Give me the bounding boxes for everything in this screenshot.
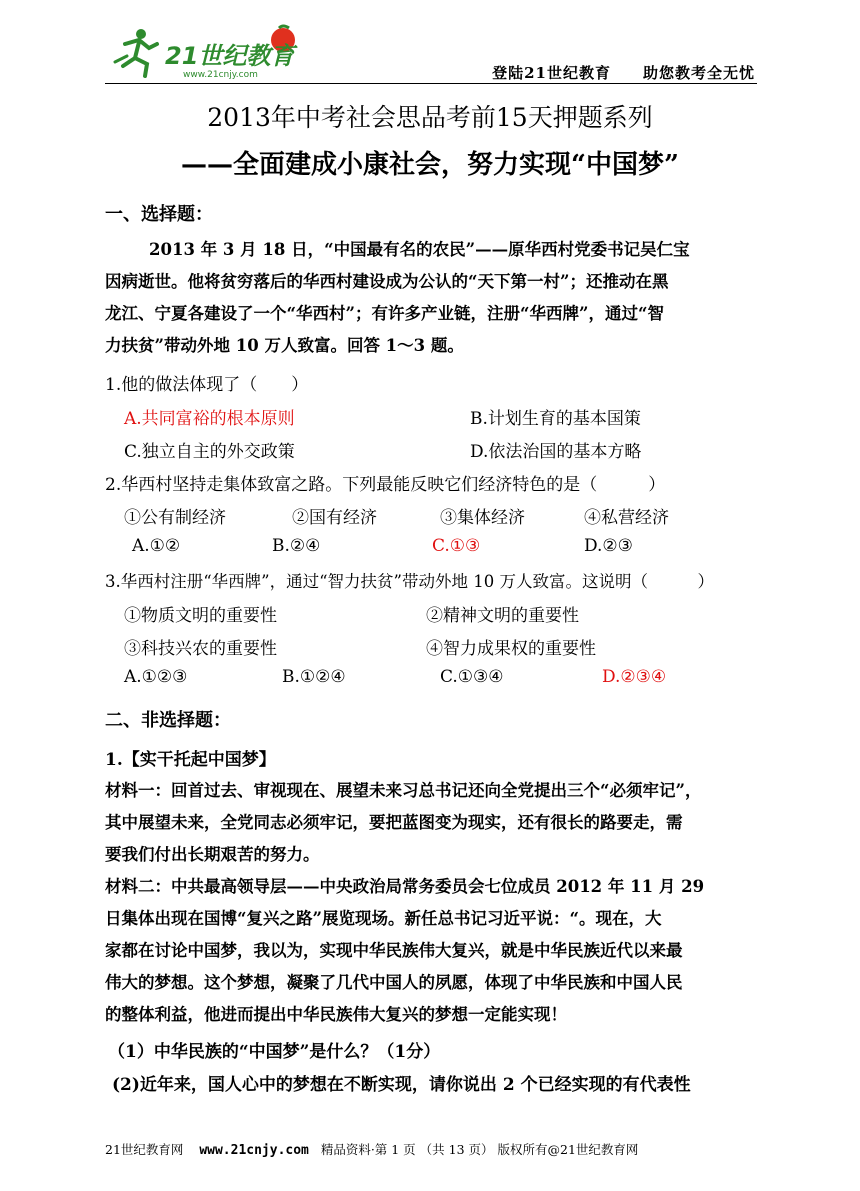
material-line: 家都在讨论中国梦，我以为，实现中华民族伟大复兴，就是中华民族近代以来最 (105, 941, 683, 960)
question-1-stem: 1.他的做法体现了（ ） (105, 375, 309, 395)
footer-url[interactable]: www.21cnjy.com (199, 1143, 309, 1158)
q2-item: ③集体经济 (440, 508, 525, 528)
material-one (105, 775, 757, 871)
q2-item: ④私营经济 (584, 508, 669, 528)
q3-option-c: C.①③④ (440, 667, 504, 687)
material-line: 其中展望未来，全党同志必须牢记，要把蓝图变为现实，还有很长的路要走，需 (105, 813, 683, 832)
q3-option-b: B.①②④ (282, 667, 346, 687)
page-title: 2013年中考社会思品考前15天押题系列 (207, 103, 653, 132)
sub-question-1: （1）中华民族的“中国梦”是什么？（1分） (108, 1042, 441, 1062)
site-logo (105, 22, 315, 82)
footer-info: 精品资料·第 1 页 （共 13 页） 版权所有@21世纪教育网 (320, 1142, 639, 1157)
q1-option-b: B.计划生育的基本国策 (470, 409, 641, 429)
q1-option-d: D.依法治国的基本方略 (470, 442, 642, 462)
section-heading-nonchoice: 二、非选择题： (105, 710, 231, 731)
slogan-right: 助您教考全无忧 (642, 64, 755, 82)
q2-option-c: C.①③ (432, 536, 481, 556)
logo-text: 21世纪教育 (165, 42, 295, 70)
material-line: 材料一：回首过去、审视现在、展望未来习总书记还向全党提出三个“必须牢记”， (105, 781, 702, 800)
material-line: 材料二：中共最高领导层——中央政治局常务委员会七位成员 2012 年 11 月 29 (105, 877, 705, 896)
q3-item: ①物质文明的重要性 (124, 606, 277, 626)
passage-line: 因病逝世。他将贫穷落后的华西村建设成为公认的“天下第一村”；还推动在黑 (105, 272, 669, 291)
q2-option-a: A.①② (132, 536, 181, 556)
passage-line: 2013 年 3 月 18 日，“中国最有名的农民”——原华西村党委书记吴仁宝 (149, 240, 690, 259)
q3-option-a: A.①②③ (124, 667, 188, 687)
question-3-stem: 3.华西村注册“华西牌”，通过“智力扶贫”带动外地 10 万人致富。这说明（ ） (105, 572, 714, 591)
passage-line: 力扶贫”带动外地 10 万人致富。回答 1～3 题。 (105, 336, 464, 355)
q2-option-b: B.②④ (272, 536, 321, 556)
q3-item: ③科技兴农的重要性 (124, 639, 277, 659)
q3-item: ②精神文明的重要性 (426, 606, 579, 626)
section-heading-choice: 一、选择题： (105, 204, 213, 225)
material-line: 日集体出现在国博“复兴之路”展览现场。新任总书记习近平说：“。现在，大 (105, 909, 662, 928)
q3-item: ④智力成果权的重要性 (426, 639, 596, 659)
q3-option-d: D.②③④ (602, 667, 667, 687)
footer-site: 21世纪教育网 (105, 1142, 184, 1157)
page-header (105, 22, 755, 84)
q2-item: ②国有经济 (292, 508, 377, 528)
q2-option-d: D.②③ (584, 536, 633, 556)
page-footer (105, 1140, 638, 1158)
page-subtitle: ——全面建成小康社会，努力实现“中国梦” (181, 150, 679, 180)
material-two (105, 871, 757, 1031)
q1-option-c: C.独立自主的外交政策 (124, 442, 295, 462)
question-2-1-title: 1.【实干托起中国梦】 (105, 750, 276, 770)
passage (105, 234, 757, 362)
material-line: 的整体利益，他进而提出中华民族伟大复兴的梦想一定能实现！ (105, 1005, 567, 1024)
q2-item: ①公有制经济 (124, 508, 226, 528)
passage-line: 龙江、宁夏各建设了一个“华西村”；有许多产业链，注册“华西牌”，通过“智 (105, 304, 664, 323)
material-line: 要我们付出长期艰苦的努力。 (105, 845, 320, 864)
sub-question-2: (2)近年来，国人心中的梦想在不断实现，请你说出 2 个已经实现的有代表性 (112, 1075, 691, 1095)
q1-option-a: A.共同富裕的根本原则 (124, 409, 295, 429)
header-slogan (492, 62, 755, 83)
header-divider (105, 83, 757, 84)
logo-url: www.21cnjy.com (183, 70, 258, 80)
material-line: 伟大的梦想。这个梦想，凝聚了几代中国人的夙愿，体现了中华民族和中国人民 (105, 973, 683, 992)
slogan-left: 登陆21世纪教育 (492, 64, 611, 82)
question-2-stem: 2.华西村坚持走集体致富之路。下列最能反映它们经济特色的是（ ） (105, 475, 666, 495)
